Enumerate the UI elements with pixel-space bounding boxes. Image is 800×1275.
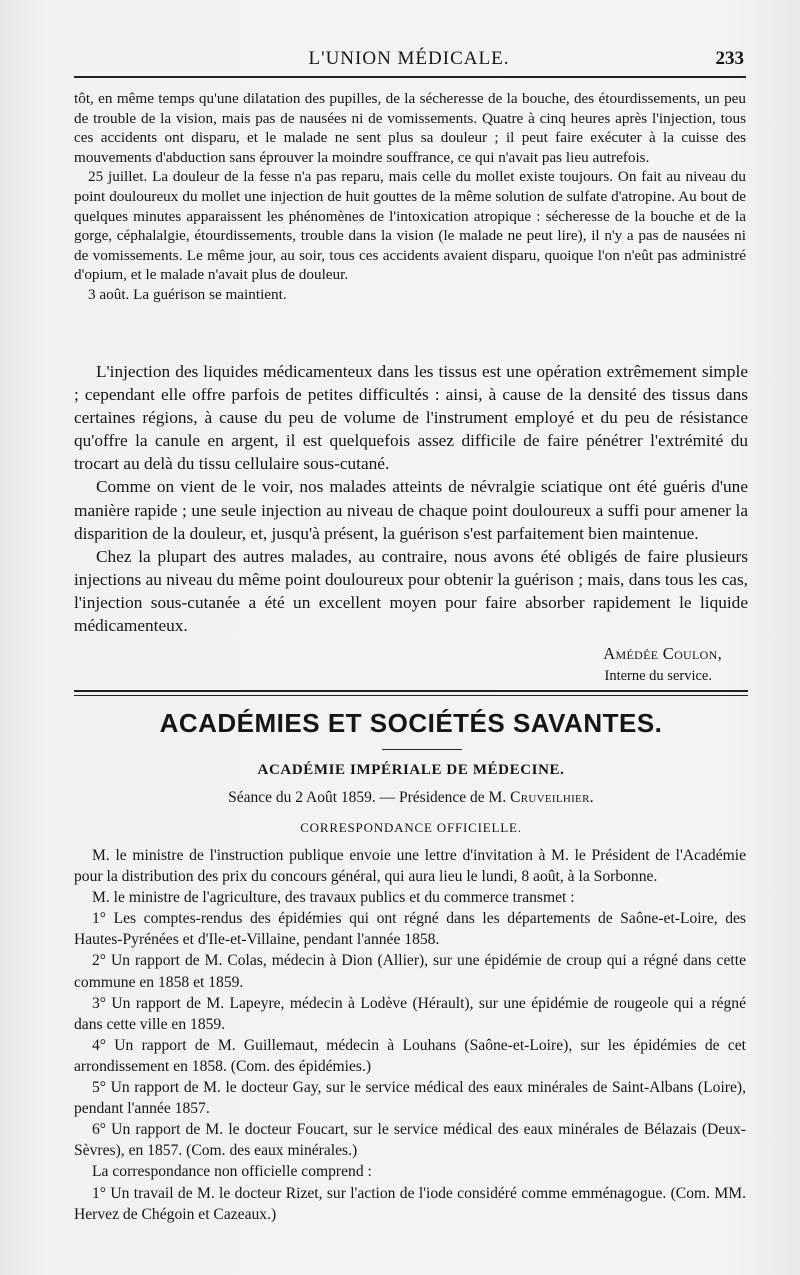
paragraph: Chez la plupart des autres malades, au contraire, nous avons été obligés de faire plusieurs injections au niveau du même point douloureux pour obtenir la guérison ; mais, dans tous les cas, l'injection sous-cutanée a été un excellent moyen pour faire absorber rapidement le liquide médicamenteux. xyxy=(74,546,748,636)
list-item: 1° Un travail de M. le docteur Rizet, sur l'action de l'iode considéré comme emménagogue. (Com. MM. Hervez de Chégoin et Cazeaux.) xyxy=(74,1184,746,1223)
paragraph: tôt, en même temps qu'une dilatation des pupilles, de la sécheresse de la bouche, des étourdissements, un peu de trouble de la vision, mais pas de nausées ni de vomissements. Quatre à cinq heures après l'injection, tous ces accidents ont disparu, et le malade ne sent plus sa douleur ; il peut faire exécuter à la cuisse des mouvements d'abduction sans éprouver la moindre souffrance, ce qui n'avait pas lieu autrefois. xyxy=(74,90,746,166)
header-rule xyxy=(74,76,746,78)
list-item: 4° Un rapport de M. Guillemaut, médecin à Louhans (Saône-et-Loire), sur les épidémies de cet arrondissement en 1858. (Com. des épidémies.) xyxy=(74,1036,746,1075)
article-conclusion xyxy=(74,360,748,637)
page-number: 233 xyxy=(715,48,744,69)
paragraph: La correspondance non officielle comprend : xyxy=(92,1163,372,1181)
paragraph: M. le ministre de l'instruction publique envoie une lettre d'invitation à M. le Président de l'Académie pour la distribution des prix du concours général, qui aura lieu le lundi, 8 août, à la Sorbonne. xyxy=(74,847,746,886)
section-title: ACADÉMIES ET SOCIÉTÉS SAVANTES. xyxy=(159,708,663,738)
correspondence-title: CORRESPONDANCE OFFICIELLE. xyxy=(300,820,522,835)
author-role: Interne du service. xyxy=(604,668,712,684)
session-president: Cruveilhier. xyxy=(510,789,594,806)
paragraph: L'injection des liquides médicamenteux dans les tissus est une opération extrêmement simple ; cependant elle offre parfois de petites difficultés : ainsi, à cause de la densité des tissus dans certaines régions, à cause du peu de volume de l'instrument employé et du peu de résistance qu'offre la canule en argent, il est quelquefois assez difficile de faire pénétrer l'extrémité du trocart au delà du tissu cellulaire sous-cutané. xyxy=(74,362,748,474)
running-title: L'UNION MÉDICALE. xyxy=(308,48,510,69)
academy-subtitle: ACADÉMIE IMPÉRIALE DE MÉDECINE. xyxy=(257,762,565,778)
list-item: 1° Les comptes-rendus des épidémies qui ont régné dans les départements de Saône-et-Loire, des Hautes-Pyrénées et d'Ile-et-Villaine, pendant l'année 1858. xyxy=(74,910,746,949)
section-divider xyxy=(74,690,748,696)
title-underline xyxy=(382,749,462,750)
list-item: 5° Un rapport de M. le docteur Gay, sur le service médical des eaux minérales de Saint-Albans (Loire), pendant l'année 1857. xyxy=(74,1079,746,1118)
list-item: 3° Un rapport de M. Lapeyre, médecin à Lodève (Hérault), sur une épidémie de rougeole qui a régné dans cette ville en 1859. xyxy=(74,994,746,1033)
paragraph: Comme on vient de le voir, nos malades atteints de névralgie sciatique ont été guéris d'une manière rapide ; une seule injection au niveau de chaque point douloureux a suffi pour amener la disparition de la douleur, et, jusqu'à présent, la guérison s'est parfaitement bien maintenue. xyxy=(74,477,748,543)
list-item: 2° Un rapport de M. Colas, médecin à Dion (Allier), sur une épidémie de croup qui a régné dans cette commune en 1858 et 1859. xyxy=(74,952,746,991)
session-date: Séance du 2 Août 1859. — Présidence de M. xyxy=(228,789,507,806)
author-signature xyxy=(74,643,722,687)
paragraph: M. le ministre de l'agriculture, des travaux publics et du commerce transmet : xyxy=(92,889,575,907)
author-name: Amédée Coulon, xyxy=(603,644,722,663)
list-item: 6° Un rapport de M. le docteur Foucart, sur le service médical des eaux minérales de Bélazais (Deux-Sèvres), en 1857. (Com. des eaux minérales.) xyxy=(74,1121,746,1160)
page-header xyxy=(74,44,744,74)
correspondence-body xyxy=(74,845,746,1225)
session-line xyxy=(74,789,748,807)
case-report-continuation xyxy=(74,89,746,305)
paragraph: 25 juillet. La douleur de la fesse n'a pas reparu, mais celle du mollet existe toujours. On fait au niveau du point douloureux du mollet une injection de huit gouttes de la même solution de sulfate d'atropine. Au bout de quelques minutes apparaissent les phénomènes de l'intoxication atropique : sécheresse de la bouche et de la gorge, céphalalgie, étourdissements, trouble dans la vision (le malade ne peut lire), il n'y a pas de nausées ni de vomissements. Le même jour, au soir, tous ces accidents avaient disparu, quoique l'on n'eût pas administré d'opium, et le malade n'avait plus de douleur. xyxy=(74,168,746,284)
paragraph: 3 août. La guérison se maintient. xyxy=(88,285,287,303)
